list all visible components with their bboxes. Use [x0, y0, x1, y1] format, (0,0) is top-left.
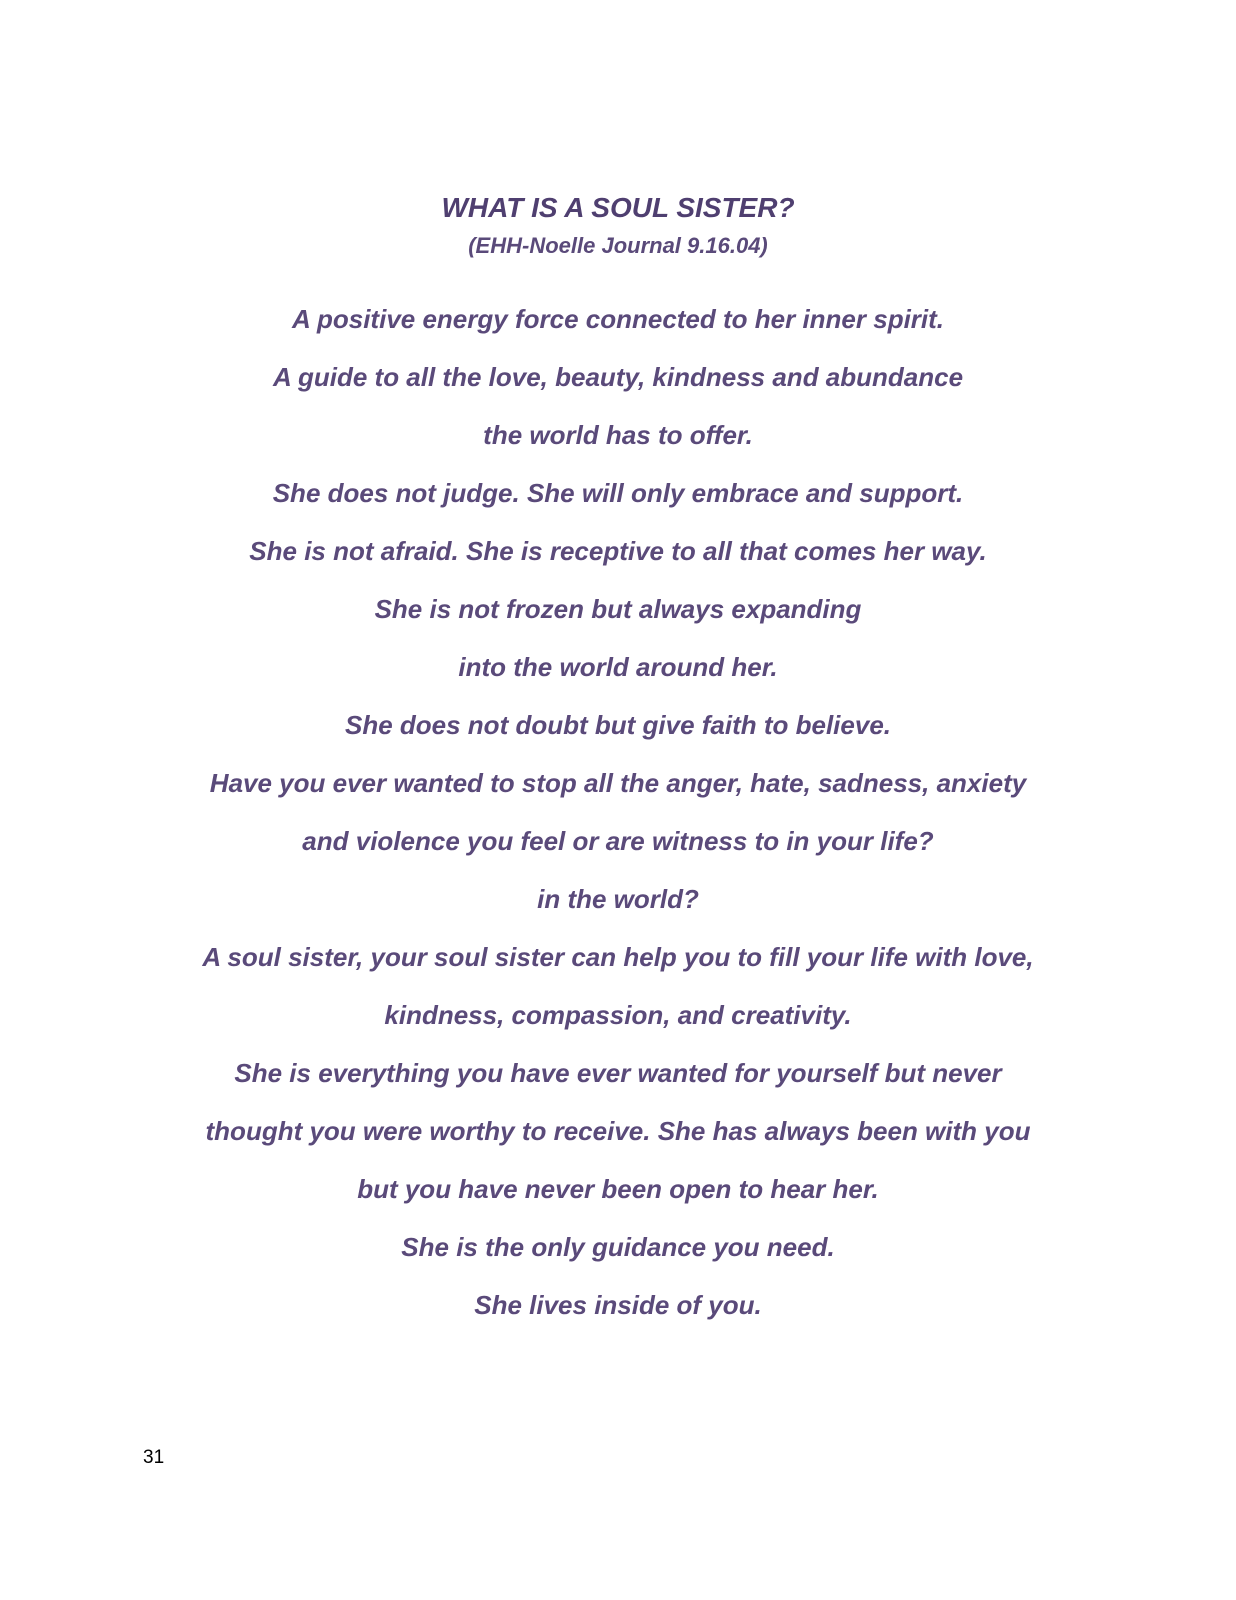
poem-body [0, 290, 1236, 1334]
poem-line: Have you ever wanted to stop all the anger, hate, sadness, anxiety [209, 768, 1027, 798]
poem-line: in the world? [537, 884, 699, 914]
poem-line: into the world around her. [458, 652, 778, 682]
poem-line: kindness, compassion, and creativity. [384, 1000, 852, 1030]
poem-line: thought you were worthy to receive. She has always been with you [205, 1116, 1031, 1146]
poem-line: A soul sister, your soul sister can help you to fill your life with love, [202, 942, 1034, 972]
poem-line: She is the only guidance you need. [401, 1232, 835, 1262]
poem-line: the world has to offer. [483, 420, 753, 450]
poem-line: She is not frozen but always expanding [374, 594, 862, 624]
poem-line: A positive energy force connected to her inner spirit. [291, 304, 945, 334]
page-subtitle: (EHH-Noelle Journal 9.16.04) [468, 233, 768, 258]
poem-line: She lives inside of you. [474, 1290, 762, 1320]
poem-line: She is not afraid. She is receptive to all that comes her way. [249, 536, 987, 566]
poem-line: and violence you feel or are witness to in your life? [302, 826, 934, 856]
page-number: 31 [143, 1447, 165, 1468]
page-title: WHAT IS A SOUL SISTER? [441, 192, 795, 223]
poem-line: but you have never been open to hear her. [357, 1174, 879, 1204]
poem-line: She does not judge. She will only embrace and support. [272, 478, 964, 508]
poem-line: A guide to all the love, beauty, kindness and abundance [272, 362, 964, 392]
poem-line: She does not doubt but give faith to believe. [344, 710, 892, 740]
poem-line: She is everything you have ever wanted for yourself but never [234, 1058, 1002, 1088]
